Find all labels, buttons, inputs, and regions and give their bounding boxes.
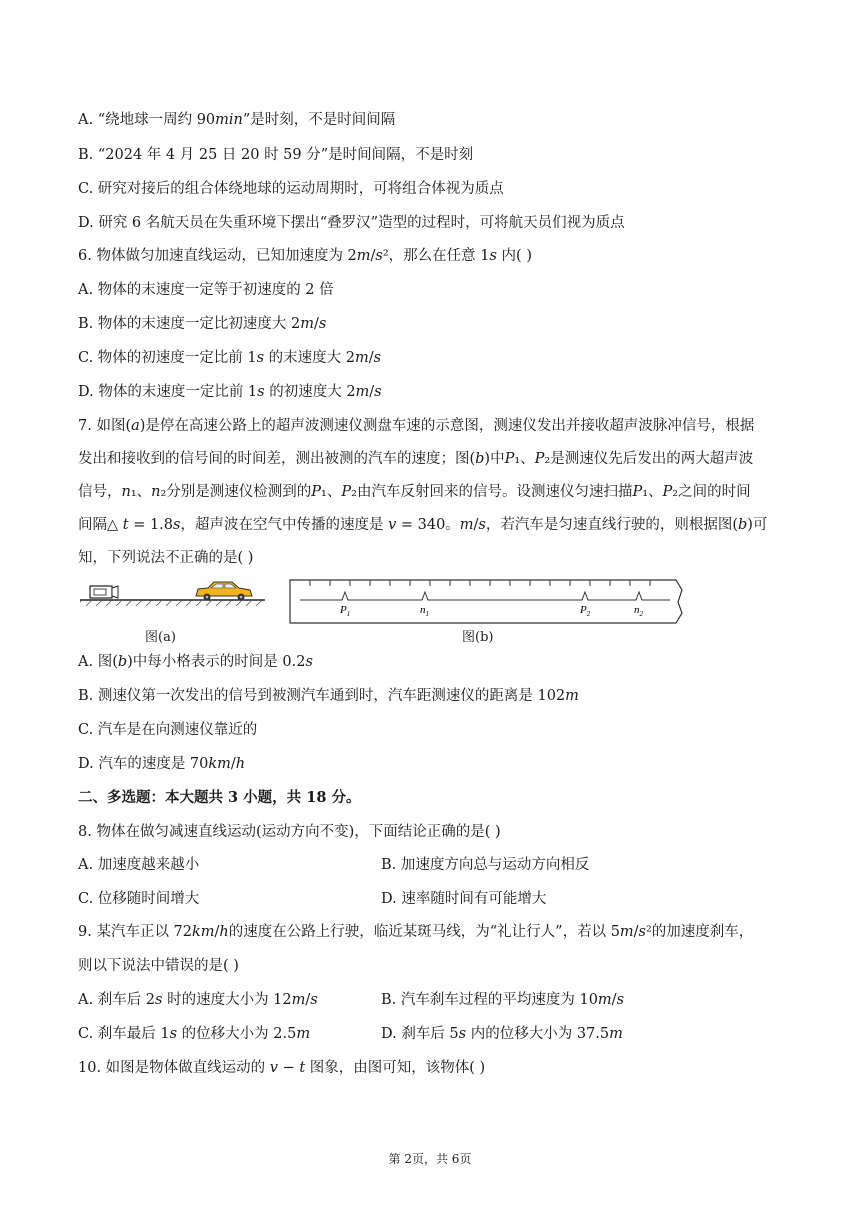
q7-option-a: A. 图(𝑏)中每小格表示的时间是 0.2𝑠 — [78, 654, 313, 670]
q5-option-d: D. 研究 6 名航天员在失重环境下摆出“叠罗汉”造型的过程时，可将航天员们视为质点 — [78, 215, 625, 231]
label-n2: $n_2$ — [634, 604, 643, 618]
q9-option-d: D. 刹车后 5𝑠 内的位移大小为 37.5𝑚 — [381, 1026, 623, 1042]
q6-option-a: A. 物体的末速度一定等于初速度的 2 倍 — [78, 282, 334, 298]
q7-stem-line-1: 7. 如图(𝑎)是停在高速公路上的超声波测速仪测盘车速的示意图，测速仪发出并接收超声波脉冲信号，根据 — [78, 418, 755, 434]
q5-option-c: C. 研究对接后的组合体绕地球的运动周期时，可将组合体视为质点 — [78, 181, 504, 197]
page-footer: 第 2页，共 6页 — [388, 1152, 472, 1166]
q9-stem-line-2: 则以下说法中错误的是( ) — [78, 958, 239, 974]
q7-figure — [80, 578, 740, 648]
q6-stem: 6. 物体做匀加速直线运动，已知加速度为 2𝑚/𝑠²，那么在任意 1𝑠 内( ) — [78, 248, 532, 264]
q6-option-c: C. 物体的初速度一定比前 1𝑠 的末速度大 2𝑚/𝑠 — [78, 350, 382, 366]
q7-option-b: B. 测速仪第一次发出的信号到被测汽车通到时，汽车距测速仪的距离是 102𝑚 — [78, 688, 579, 704]
q6-option-b: B. 物体的末速度一定比初速度大 2𝑚/𝑠 — [78, 316, 327, 332]
fig-a-drawing — [80, 582, 265, 606]
label-p1: $P_1$ — [340, 604, 351, 618]
q7-stem-line-3: 信号，𝑛₁、𝑛₂分别是测速仪检测到的𝑃₁、𝑃₂由汽车反射回来的信号。设测速仪匀速扫描𝑃₁、𝑃₂之间的时间 — [78, 484, 751, 500]
q8-option-a: A. 加速度越来越小 — [78, 857, 200, 873]
q7-figure-svg — [80, 578, 740, 648]
q7-option-d: D. 汽车的速度是 70𝑘𝑚/ℎ — [78, 756, 246, 772]
q9-option-b: B. 汽车刹车过程的平均速度为 10𝑚/𝑠 — [381, 992, 625, 1008]
q7-option-c: C. 汽车是在向测速仪靠近的 — [78, 722, 258, 738]
q10-stem: 10. 如图是物体做直线运动的 𝑣 − 𝑡 图象，由图可知，该物体( ) — [78, 1060, 486, 1076]
car-icon — [196, 582, 252, 601]
q8-option-b: B. 加速度方向总与运动方向相反 — [381, 857, 590, 873]
q7-stem-line-5: 知，下列说法不正确的是( ) — [78, 550, 254, 566]
q7-stem-line-4: 间隔△ 𝑡 = 1.8𝑠，超声波在空气中传播的速度是 𝑣 = 340。𝑚/𝑠，若汽车是匀速直线行驶的，则根据图(𝑏)可 — [78, 517, 768, 533]
q5-option-b: B. “2024 年 4 月 25 日 20 时 59 分”是时间间隔，不是时刻 — [78, 147, 474, 163]
section-2-heading: 二、多选题：本大题共 3 小题，共 18 分。 — [78, 789, 361, 806]
fig-b-caption: 图(b) — [462, 630, 494, 645]
label-p2: $P_2$ — [580, 604, 591, 618]
q9-option-a: A. 刹车后 2𝑠 时的速度大小为 12𝑚/𝑠 — [78, 992, 318, 1008]
q6-option-d: D. 物体的末速度一定比前 1𝑠 的初速度大 2𝑚/𝑠 — [78, 384, 382, 400]
fig-b-drawing — [290, 580, 682, 623]
q8-option-c: C. 位移随时间增大 — [78, 891, 200, 907]
fig-a-caption: 图(a) — [145, 630, 176, 645]
q7-stem-line-2: 发出和接收到的信号间的时间差，测出被测的汽车的速度；图(𝑏)中𝑃₁、𝑃₂是测速仪先后发出的两大超声波 — [78, 451, 754, 467]
q9-stem-line-1: 9. 某汽车正以 72𝑘𝑚/ℎ的速度在公路上行驶，临近某斑马线，为“礼让行人”，若以 5𝑚/𝑠²的加速度刹车， — [78, 924, 754, 940]
q9-option-c: C. 刹车最后 1𝑠 的位移大小为 2.5𝑚 — [78, 1026, 311, 1042]
label-n1: $n_1$ — [420, 604, 429, 618]
q5-option-a: A. “绕地球一周约 90𝑚𝑖𝑛”是时刻，不是时间间隔 — [78, 112, 396, 128]
q8-stem: 8. 物体在做匀减速直线运动(运动方向不变)，下面结论正确的是( ) — [78, 824, 501, 840]
q8-option-d: D. 速率随时间有可能增大 — [381, 891, 547, 907]
